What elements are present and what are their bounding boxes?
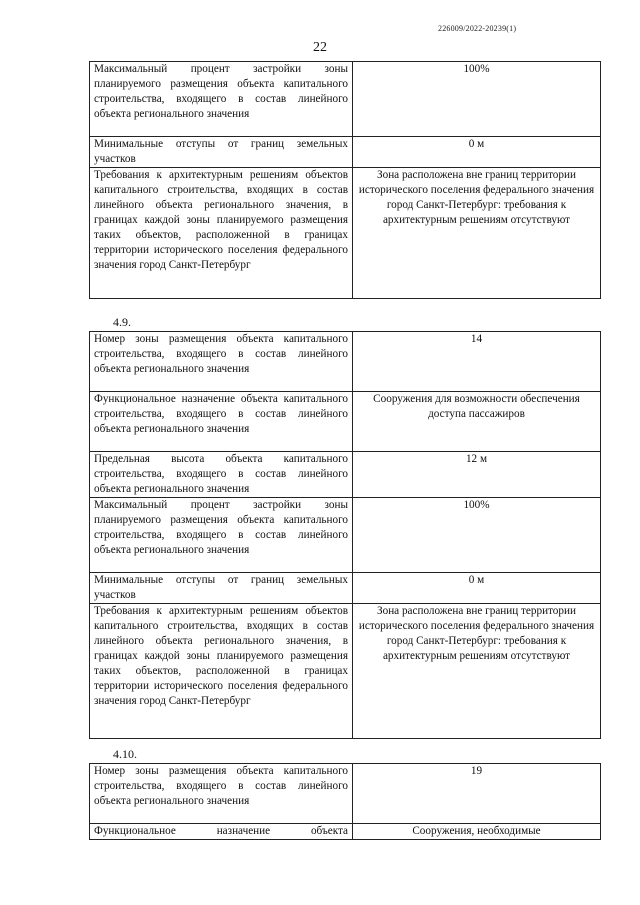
- row-label: Требования к архитектурным решениям объектов капитального строительства, входящих в состав линейного объекта регионального значения, в границах каждой зоны планируемого размещения таких объектов, расположенной в границах территории исторического поселения федерального значения город Санкт-Петербург: [90, 604, 353, 739]
- section-number: 4.9.: [113, 315, 131, 329]
- row-value: Зона расположена вне границ территории исторического поселения федерального значения город Санкт-Петербург: требования к архитектурным решениям отсутствуют: [353, 604, 601, 739]
- document-id: 226009/2022-20239(1): [438, 24, 517, 33]
- row-value: 100%: [353, 62, 601, 137]
- row-value: Сооружения, необходимые: [353, 824, 601, 840]
- table-row: [90, 452, 601, 498]
- section-number: 4.10.: [113, 747, 137, 761]
- row-label: Номер зоны размещения объекта капитального строительства, входящего в состав линейного объекта регионального значения: [90, 764, 353, 824]
- zone-table-4-9: [89, 331, 601, 739]
- page-number: 22: [313, 40, 327, 55]
- table-row: [90, 62, 601, 137]
- row-value: 0 м: [353, 573, 601, 604]
- table-row: [90, 764, 601, 824]
- row-label: Минимальные отступы от границ земельных участков: [90, 137, 353, 168]
- row-label: Максимальный процент застройки зоны планируемого размещения объекта капитального строительства, входящего в состав линейного объекта регионального значения: [90, 498, 353, 573]
- table-row: [90, 137, 601, 168]
- row-label: Максимальный процент застройки зоны планируемого размещения объекта капитального строительства, входящего в состав линейного объекта регионального значения: [90, 62, 353, 137]
- row-label: Функциональное назначение объекта капитального строительства, входящего в состав линейного объекта регионального значения: [90, 392, 353, 452]
- row-label: Номер зоны размещения объекта капитального строительства, входящего в состав линейного объекта регионального значения: [90, 332, 353, 392]
- table-row: [90, 392, 601, 452]
- table-row: [90, 332, 601, 392]
- row-label: Предельная высота объекта капитального строительства, входящего в состав линейного объекта регионального значения: [90, 452, 353, 498]
- row-label: Минимальные отступы от границ земельных участков: [90, 573, 353, 604]
- row-label: Функциональное назначение объекта: [90, 824, 353, 840]
- zone-table-continued: [89, 61, 601, 299]
- table-row: [90, 573, 601, 604]
- row-label: Требования к архитектурным решениям объектов капитального строительства, входящих в состав линейного объекта регионального значения, в границах каждой зоны планируемого размещения таких объектов, расположенной в границах территории исторического поселения федерального значения город Санкт-Петербург: [90, 168, 353, 299]
- table-row: [90, 604, 601, 739]
- row-value: 14: [353, 332, 601, 392]
- row-value: Зона расположена вне границ территории исторического поселения федерального значения город Санкт-Петербург: требования к архитектурным решениям отсутствуют: [353, 168, 601, 299]
- row-value: 19: [353, 764, 601, 824]
- row-value: 100%: [353, 498, 601, 573]
- row-value: 12 м: [353, 452, 601, 498]
- row-value: 0 м: [353, 137, 601, 168]
- table-row: [90, 498, 601, 573]
- table-row: [90, 168, 601, 299]
- table-row: [90, 824, 601, 840]
- zone-table-4-10: [89, 763, 601, 840]
- row-value: Сооружения для возможности обеспечения доступа пассажиров: [353, 392, 601, 452]
